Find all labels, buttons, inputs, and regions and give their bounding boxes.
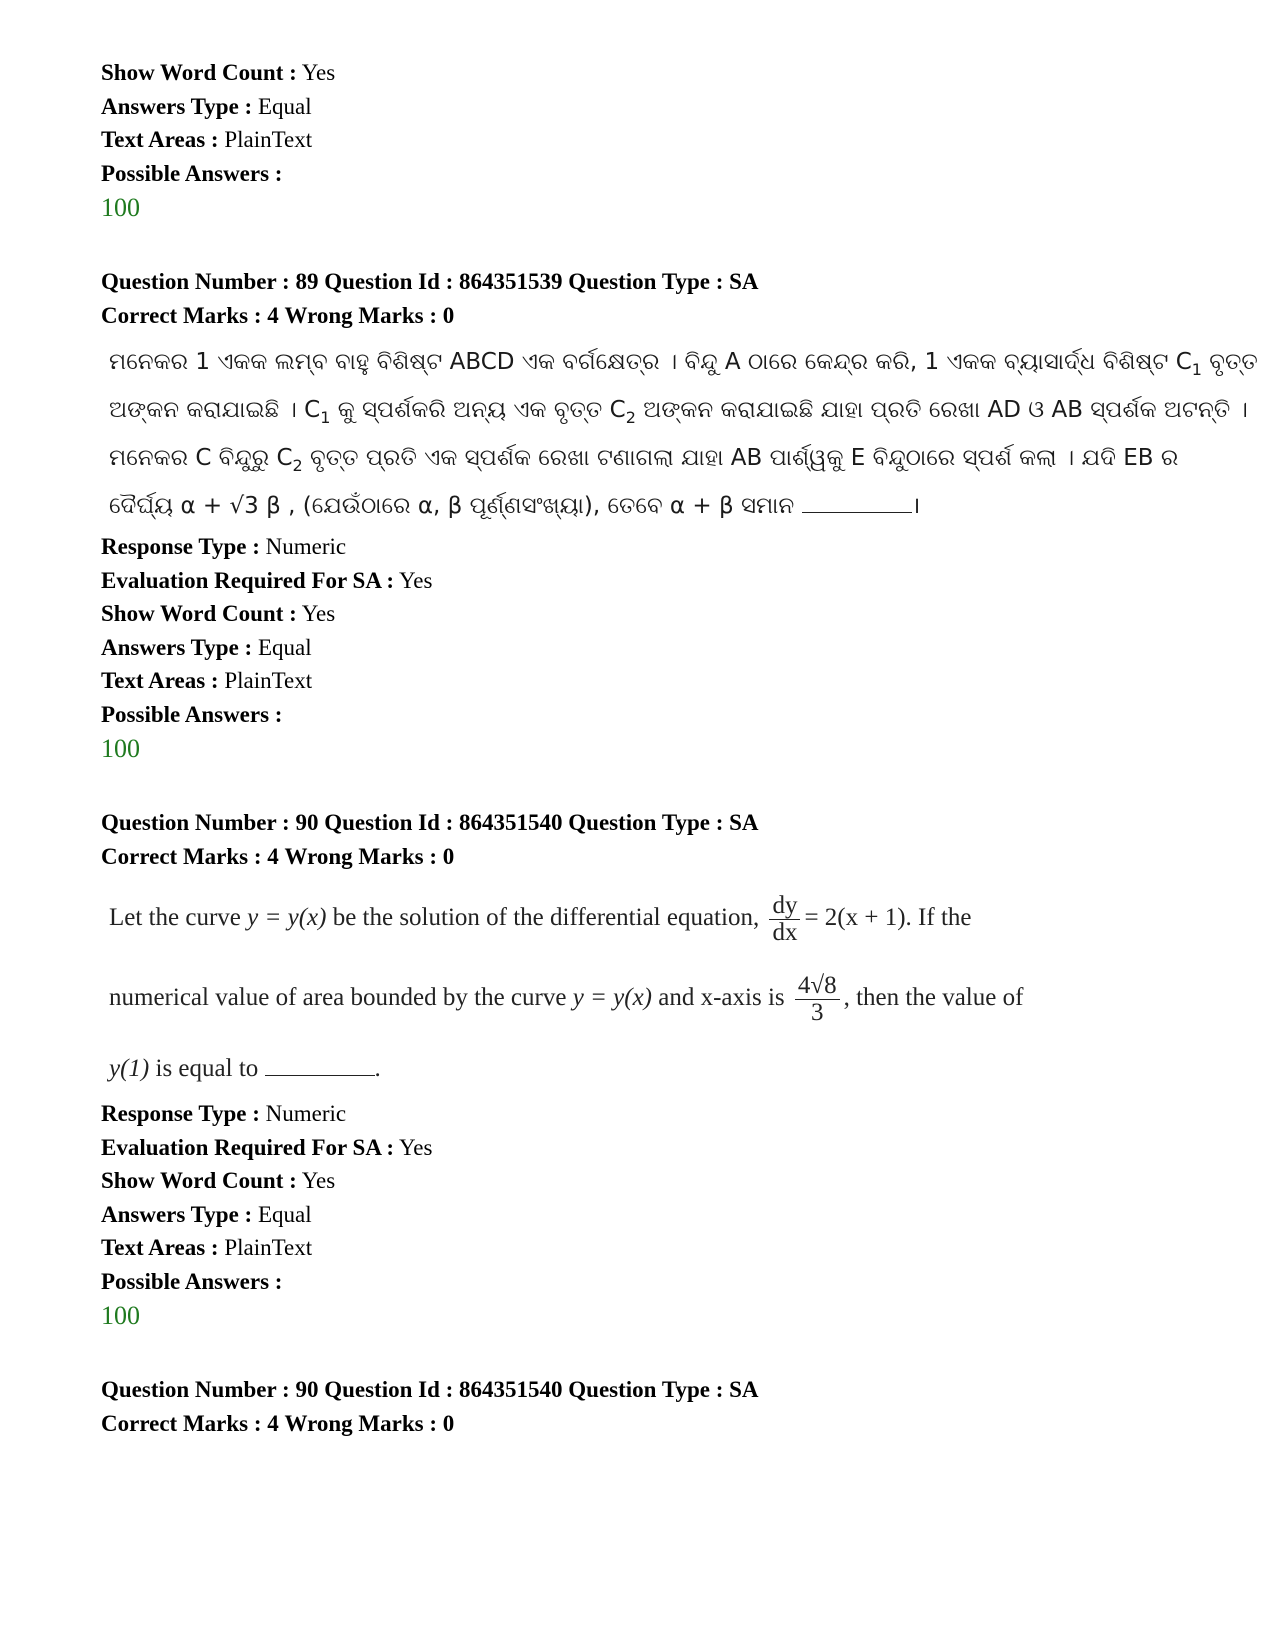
answers-type-row: Answers Type : Equal: [101, 93, 312, 119]
possible-answer-value: 100: [101, 1301, 140, 1330]
text-areas-row: Text Areas : PlainText: [101, 668, 313, 693]
dy-dx-fraction: $\frac{dy}{dx}$: [769, 893, 800, 947]
possible-answer-value: 100: [101, 193, 140, 222]
possible-answers-label: Possible Answers :: [101, 160, 283, 186]
area-fraction: $\frac{4√8}{3}$: [795, 973, 840, 1027]
answer-blank: [265, 1055, 375, 1076]
document-page: [101, 56, 1258, 1440]
response-type-row: Response Type : Numeric: [101, 534, 347, 559]
text-areas-row: Text Areas : PlainText: [101, 1235, 313, 1260]
answer-blank: [802, 492, 912, 513]
question-text-english: Let the curve y = y(x) be the solution of the differential equation, $\frac{dy}{dx}$ = 2(x + 1). If the numerical value of area bounded by the curve y = y(x) and x-axis is $\frac{4√8}{3}$ , then the value of y(1) is equal to .: [109, 891, 1024, 1082]
question-text-odia: ମନେକର 1 ଏକକ ଲମ୍ବ ବାହୁ ବିଶିଷ୍ଟ ABCD ଏକ ବର୍ଗକ୍ଷେତ୍ର । ବିନ୍ଦୁ A ଠାରେ କେନ୍ଦ୍ର କରି, 1 ଏକକ ବ୍ୟାସାର୍ଦ୍ଧ ବିଶିଷ୍ଟ $C_1$ ବୃତ୍ତ ଅଙ୍କନ କରାଯାଇଛି । $C_1$ କୁ ସ୍ପର୍ଶକରି ଅନ୍ୟ ଏକ ବୃତ୍ତ $C_2$ ଅଙ୍କନ କରାଯାଇଛି ଯାହା ପ୍ରତି ରେଖା AD ଓ AB ସ୍ପର୍ଶକ ଅଟନ୍ତି । ମନେକର C ବିନ୍ଦୁରୁ $C_2$ ବୃତ୍ତ ପ୍ରତି ଏକ ସ୍ପର୍ଶକ ରେଖା ଟଣାଗଲା ଯାହା AB ପାର୍ଶ୍ୱକୁ E ବିନ୍ଦୁଠାରେ ସ୍ପର୍ଶ କଲା । ଯଦି EB ର ଦୈର୍ଘ୍ୟ α + √3 β , (ଯେଉଁଠାରେ α, β ପୂର୍ଣ୍ଣସଂଖ୍ୟା), ତେବେ α + β ସମାନ ।: [109, 349, 1258, 519]
question-header: Question Number : 89 Question Id : 864351539 Question Type : SA: [101, 269, 759, 294]
show-word-count-row: Show Word Count : Yes: [101, 601, 336, 626]
marks-row: Correct Marks : 4 Wrong Marks : 0: [101, 843, 455, 869]
possible-answer-value: 100: [101, 734, 140, 763]
show-word-count-row: Show Word Count : Yes: [101, 60, 336, 85]
answers-type-row: Answers Type : Equal: [101, 1201, 312, 1227]
possible-answers-label: Possible Answers :: [101, 701, 283, 727]
evaluation-row: Evaluation Required For SA : Yes: [101, 1134, 433, 1160]
evaluation-row: Evaluation Required For SA : Yes: [101, 567, 433, 593]
possible-answers-label: Possible Answers :: [101, 1268, 283, 1294]
marks-row: Correct Marks : 4 Wrong Marks : 0: [101, 1410, 455, 1436]
marks-row: Correct Marks : 4 Wrong Marks : 0: [101, 302, 455, 328]
question-header: Question Number : 90 Question Id : 864351540 Question Type : SA: [101, 1377, 759, 1402]
response-type-row: Response Type : Numeric: [101, 1101, 347, 1126]
question-header: Question Number : 90 Question Id : 864351540 Question Type : SA: [101, 810, 759, 835]
text-areas-row: Text Areas : PlainText: [101, 127, 313, 152]
answers-type-row: Answers Type : Equal: [101, 634, 312, 660]
show-word-count-row: Show Word Count : Yes: [101, 1168, 336, 1193]
